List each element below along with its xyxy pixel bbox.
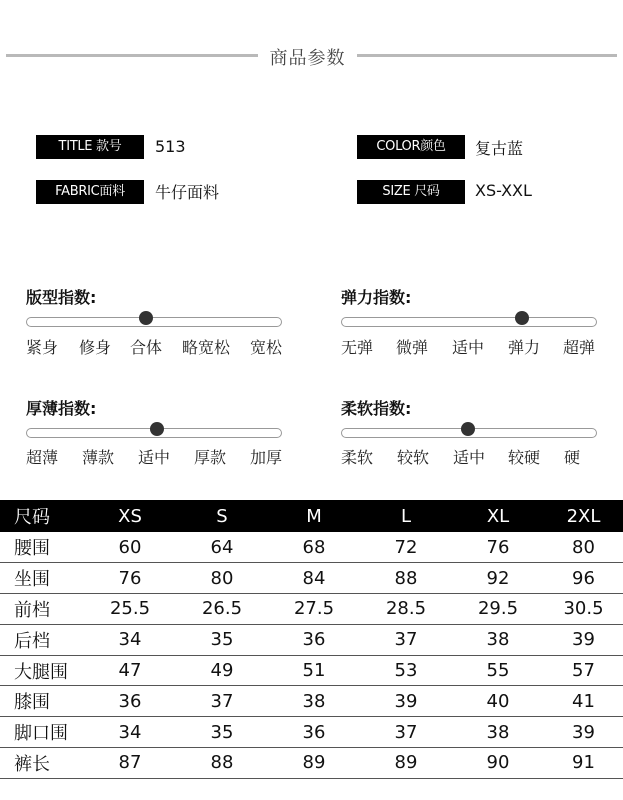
- table-cell: 49: [176, 655, 268, 686]
- header-divider-right: [357, 54, 617, 57]
- table-cell: 26.5: [176, 594, 268, 625]
- table-cell: 72: [360, 532, 452, 563]
- size-tag: SIZE 尺码: [357, 180, 465, 204]
- table-header-row: [0, 500, 623, 532]
- softness-label: 较硬: [508, 448, 541, 467]
- softness-index-title: 柔软指数:: [341, 399, 412, 418]
- header-cell: 尺码: [0, 500, 84, 532]
- softness-label: 柔软: [341, 448, 374, 467]
- table-cell: 坐围: [0, 563, 84, 594]
- stretch-label: 超弹: [563, 338, 596, 357]
- size-table: [0, 500, 623, 779]
- table-row: [0, 686, 623, 717]
- fit-index-knob: [139, 311, 153, 325]
- table-row: [0, 748, 623, 779]
- fit-label: 宽松: [250, 338, 283, 357]
- softness-label: 较软: [397, 448, 430, 467]
- table-cell: 29.5: [452, 594, 544, 625]
- softness-label: 硬: [564, 448, 581, 467]
- table-cell: 25.5: [84, 594, 176, 625]
- table-cell: 39: [544, 624, 623, 655]
- table-cell: 38: [268, 686, 360, 717]
- stretch-index-title: 弹力指数:: [341, 288, 412, 307]
- table-cell: 89: [360, 748, 452, 779]
- table-cell: 前档: [0, 594, 84, 625]
- table-cell: 27.5: [268, 594, 360, 625]
- thickness-label: 适中: [138, 448, 171, 467]
- table-cell: 大腿围: [0, 655, 84, 686]
- header-cell: XL: [452, 500, 544, 532]
- fabric-value: 牛仔面料: [155, 183, 220, 202]
- header-cell: L: [360, 500, 452, 532]
- softness-index-knob: [461, 422, 475, 436]
- thickness-label: 超薄: [26, 448, 59, 467]
- fit-label: 略宽松: [182, 338, 231, 357]
- stretch-label: 微弹: [396, 338, 429, 357]
- table-cell: 30.5: [544, 594, 623, 625]
- table-cell: 脚口围: [0, 717, 84, 748]
- stretch-label: 弹力: [508, 338, 541, 357]
- table-cell: 34: [84, 717, 176, 748]
- table-cell: 76: [84, 563, 176, 594]
- stretch-index-track: [341, 317, 597, 327]
- table-row: [0, 717, 623, 748]
- table-cell: 80: [544, 532, 623, 563]
- table-cell: 90: [452, 748, 544, 779]
- table-cell: 36: [268, 717, 360, 748]
- table-cell: 裤长: [0, 748, 84, 779]
- table-cell: 40: [452, 686, 544, 717]
- color-value: 复古蓝: [475, 139, 524, 158]
- table-cell: 51: [268, 655, 360, 686]
- stretch-label: 无弹: [341, 338, 374, 357]
- table-row: [0, 563, 623, 594]
- table-cell: 37: [360, 624, 452, 655]
- fit-index-track: [26, 317, 282, 327]
- fit-label: 紧身: [26, 338, 59, 357]
- table-cell: 35: [176, 717, 268, 748]
- thickness-label: 厚款: [194, 448, 227, 467]
- table-cell: 39: [360, 686, 452, 717]
- table-cell: 39: [544, 717, 623, 748]
- table-cell: 膝围: [0, 686, 84, 717]
- table-cell: 87: [84, 748, 176, 779]
- size-value: XS-XXL: [475, 181, 532, 200]
- thickness-label: 加厚: [250, 448, 283, 467]
- table-cell: 38: [452, 717, 544, 748]
- table-cell: 34: [84, 624, 176, 655]
- header-divider-left: [6, 54, 258, 57]
- fabric-tag: FABRIC面料: [36, 180, 144, 204]
- title-value: 513: [155, 137, 186, 156]
- table-cell: 后档: [0, 624, 84, 655]
- table-cell: 64: [176, 532, 268, 563]
- stretch-index-knob: [515, 311, 529, 325]
- table-cell: 38: [452, 624, 544, 655]
- stretch-label: 适中: [452, 338, 485, 357]
- header-cell: XS: [84, 500, 176, 532]
- table-cell: 91: [544, 748, 623, 779]
- table-cell: 36: [84, 686, 176, 717]
- header-cell: 2XL: [544, 500, 623, 532]
- fit-label: 合体: [130, 338, 163, 357]
- table-cell: 92: [452, 563, 544, 594]
- section-title: 商品参数: [269, 48, 346, 69]
- table-cell: 60: [84, 532, 176, 563]
- table-cell: 腰围: [0, 532, 84, 563]
- table-cell: 37: [176, 686, 268, 717]
- table-cell: 80: [176, 563, 268, 594]
- thickness-index-knob: [150, 422, 164, 436]
- table-cell: 55: [452, 655, 544, 686]
- table-cell: 68: [268, 532, 360, 563]
- table-cell: 36: [268, 624, 360, 655]
- softness-label: 适中: [453, 448, 486, 467]
- table-cell: 35: [176, 624, 268, 655]
- table-cell: 76: [452, 532, 544, 563]
- table-row: [0, 655, 623, 686]
- table-cell: 41: [544, 686, 623, 717]
- table-cell: 88: [176, 748, 268, 779]
- table-cell: 89: [268, 748, 360, 779]
- table-row: [0, 594, 623, 625]
- table-cell: 96: [544, 563, 623, 594]
- thickness-label: 薄款: [82, 448, 115, 467]
- header-cell: M: [268, 500, 360, 532]
- color-tag: COLOR颜色: [357, 135, 465, 159]
- title-tag: TITLE 款号: [36, 135, 144, 159]
- table-cell: 57: [544, 655, 623, 686]
- table-cell: 28.5: [360, 594, 452, 625]
- table-row: [0, 532, 623, 563]
- table-row: [0, 624, 623, 655]
- table-cell: 37: [360, 717, 452, 748]
- table-cell: 84: [268, 563, 360, 594]
- header-cell: S: [176, 500, 268, 532]
- fit-label: 修身: [79, 338, 112, 357]
- thickness-index-title: 厚薄指数:: [26, 399, 97, 418]
- fit-index-title: 版型指数:: [26, 288, 97, 307]
- table-cell: 53: [360, 655, 452, 686]
- table-cell: 47: [84, 655, 176, 686]
- table-cell: 88: [360, 563, 452, 594]
